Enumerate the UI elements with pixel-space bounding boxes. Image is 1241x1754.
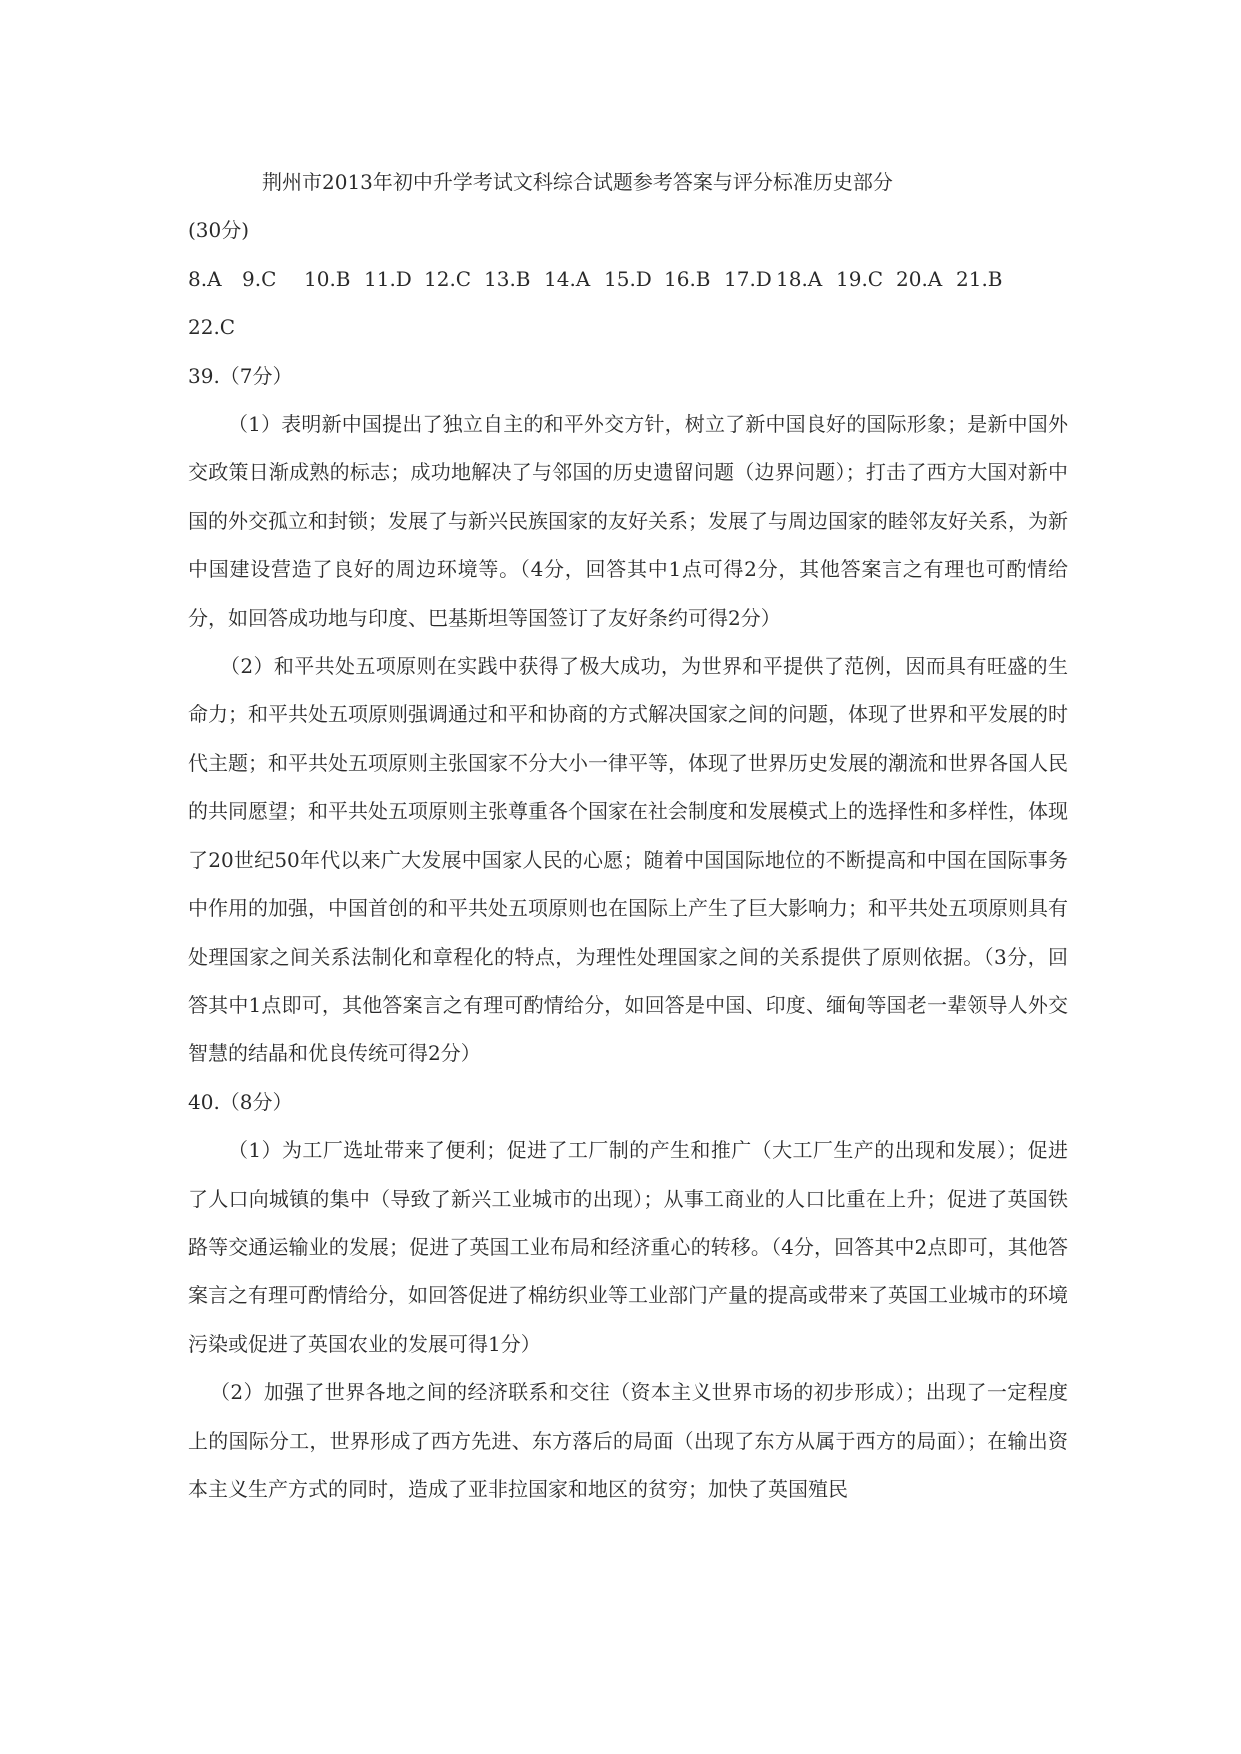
answer-item: 12.C (424, 266, 472, 291)
answer-item: 22.C (188, 315, 236, 340)
answer-item: 9.C (242, 266, 277, 291)
q39-heading: 39.（7分） (188, 363, 293, 388)
choice-answers-row-2 (188, 303, 1068, 351)
answer-item: 18.A (776, 266, 823, 291)
q40-part1: （1）为工厂选址带来了便利；促进了工厂制的产生和推广（大工厂生产的出现和发展）；促进了人口向城镇的集中（导致了新兴工业城市的出现）；从事工商业的人口比重在上升；促进了英国铁路等交通运输业的发展；促进了英国工业布局和经济重心的转移。（4分，回答其中2点即可，其他答案言之有理可酌情给分，如回答促进了棉纺织业等工业部门产量的提高或带来了英国工业城市的环境污染或促进了英国农业的发展可得1分） (188, 1138, 1068, 1356)
answer-item: 17.D (724, 266, 772, 291)
answer-item: 8.A (188, 266, 222, 291)
q39-part2: （2）和平共处五项原则在实践中获得了极大成功，为世界和平提供了范例，因而具有旺盛的生命力；和平共处五项原则强调通过和平和协商的方式解决国家之间的问题，体现了世界和平发展的时代主题；和平共处五项原则主张国家不分大小一律平等，体现了世界历史发展的潮流和世界各国人民的共同愿望；和平共处五项原则主张尊重各个国家在社会制度和发展模式上的选择性和多样性，体现了20世纪50年代以来广大发展中国家人民的心愿；随着中国国际地位的不断提高和中国在国际事务中作用的加强，中国首创的和平共处五项原则也在国际上产生了巨大影响力；和平共处五项原则具有处理国家之间关系法制化和章程化的特点，为理性处理国家之间的关系提供了原则依据。（3分，回答其中1点即可，其他答案言之有理可酌情给分，如回答是中国、印度、缅甸等国老一辈领导人外交智慧的结晶和优良传统可得2分） (188, 654, 1068, 1066)
answer-item: 10.B (304, 266, 351, 291)
answer-item: 14.A (544, 266, 591, 291)
choice-score: (30分) (188, 218, 250, 243)
q40-part2: （2）加强了世界各地之间的经济联系和交往（资本主义世界市场的初步形成）；出现了一定程度上的国际分工，世界形成了西方先进、东方落后的局面（出现了东方从属于西方的局面）；在输出资本主义生产方式的同时，造成了亚非拉国家和地区的贫穷；加快了英国殖民 (188, 1380, 1068, 1501)
q40-heading: 40.（8分） (188, 1089, 293, 1114)
answer-item: 19.C (836, 266, 884, 291)
answer-item: 16.B (664, 266, 711, 291)
answer-item: 20.A (896, 266, 943, 291)
answer-item: 15.D (604, 266, 652, 291)
q39-part1: （1）表明新中国提出了独立自主的和平外交方针，树立了新中国良好的国际形象；是新中国外交政策日渐成熟的标志；成功地解决了与邻国的历史遗留问题（边界问题）；打击了西方大国对新中国的外交孤立和封锁；发展了与新兴民族国家的友好关系；发展了与周边国家的睦邻友好关系，为新中国建设营造了良好的周边环境等。（4分，回答其中1点可得2分，其他答案言之有理也可酌情给分，如回答成功地与印度、巴基斯坦等国签订了友好条约可得2分） (188, 412, 1068, 630)
document-body (188, 158, 1068, 1513)
answer-item: 11.D (364, 266, 412, 291)
answer-item: 21.B (956, 266, 1003, 291)
answer-item: 13.B (484, 266, 531, 291)
choice-answers-row-1 (188, 255, 1068, 303)
document-title: 荆州市2013年初中升学考试文科综合试题参考答案与评分标准历史部分 (262, 170, 893, 194)
